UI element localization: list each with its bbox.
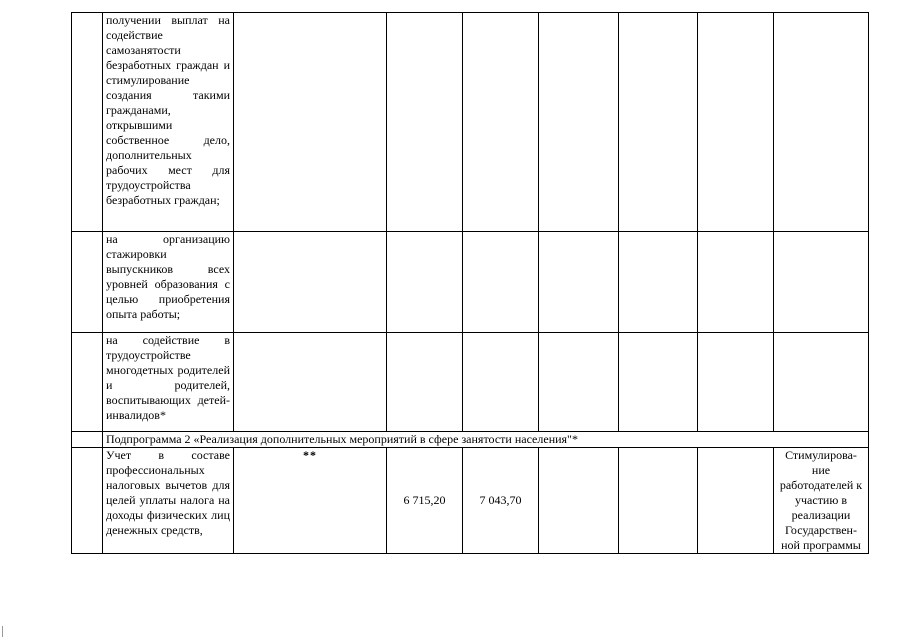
table-row bbox=[72, 232, 869, 333]
footnote-marker: ** bbox=[303, 448, 317, 462]
row-number-cell bbox=[72, 232, 103, 333]
program-table bbox=[71, 12, 869, 554]
row-number-cell bbox=[72, 448, 103, 554]
subprogram-title: Подпрограмма 2 «Реализация дополнительных мероприятий в сфере занятости населения"* bbox=[106, 432, 578, 446]
subprogram-title-cell bbox=[103, 432, 869, 448]
value-cell-1 bbox=[387, 448, 463, 554]
measure-name: Учет в составе профессиональных налоговых вычетов для целей уплаты налога на доходы физических лиц денежных средств, bbox=[106, 448, 230, 537]
table-row bbox=[72, 333, 869, 432]
empty-cell bbox=[539, 232, 619, 333]
row-number-cell bbox=[72, 333, 103, 432]
value-2: 7 043,70 bbox=[479, 493, 522, 507]
footnote-cell bbox=[234, 448, 387, 554]
empty-cell bbox=[619, 13, 698, 232]
goal-text: Стимулирова-ние работодателей к участию в реализации Государствен-ной программы bbox=[779, 448, 863, 552]
empty-cell bbox=[539, 13, 619, 232]
value-cell-2 bbox=[463, 448, 539, 554]
empty-cell bbox=[619, 448, 698, 554]
measure-text: на содействие в трудоустройстве многодетных родителей и родителей, воспитывающих детей-инвалидов* bbox=[106, 333, 230, 422]
empty-cell bbox=[698, 232, 774, 333]
empty-cell bbox=[387, 333, 463, 432]
measure-text-cell bbox=[103, 448, 234, 554]
empty-cell bbox=[774, 333, 869, 432]
empty-cell bbox=[387, 13, 463, 232]
scan-mark bbox=[2, 626, 3, 637]
empty-cell bbox=[463, 232, 539, 333]
empty-cell bbox=[463, 333, 539, 432]
empty-cell bbox=[774, 232, 869, 333]
empty-cell bbox=[539, 333, 619, 432]
measure-text: получении выплат на содействие самозанятости безработных граждан и стимулирование создания такими гражданами, открывшими собственное дело, дополнительных рабочих мест для трудоустройства безработных граждан; bbox=[106, 13, 230, 207]
goal-cell bbox=[774, 448, 869, 554]
measure-text-cell bbox=[103, 13, 234, 232]
empty-cell bbox=[539, 448, 619, 554]
measure-text-cell bbox=[103, 232, 234, 333]
empty-cell bbox=[387, 232, 463, 333]
empty-cell bbox=[774, 13, 869, 232]
empty-cell bbox=[619, 232, 698, 333]
empty-cell bbox=[698, 333, 774, 432]
empty-cell bbox=[619, 333, 698, 432]
empty-cell bbox=[234, 333, 387, 432]
value-1: 6 715,20 bbox=[403, 493, 446, 507]
row-number-cell bbox=[72, 432, 103, 448]
empty-cell bbox=[698, 448, 774, 554]
empty-cell bbox=[463, 13, 539, 232]
empty-cell bbox=[698, 13, 774, 232]
empty-cell bbox=[234, 232, 387, 333]
table-row bbox=[72, 13, 869, 232]
row-number-cell bbox=[72, 13, 103, 232]
subprogram-row bbox=[72, 432, 869, 448]
empty-cell bbox=[234, 13, 387, 232]
measure-text: на организацию стажировки выпускников всех уровней образования с целью приобретения опыта работы; bbox=[106, 232, 230, 321]
measure-text-cell bbox=[103, 333, 234, 432]
table-row bbox=[72, 448, 869, 554]
